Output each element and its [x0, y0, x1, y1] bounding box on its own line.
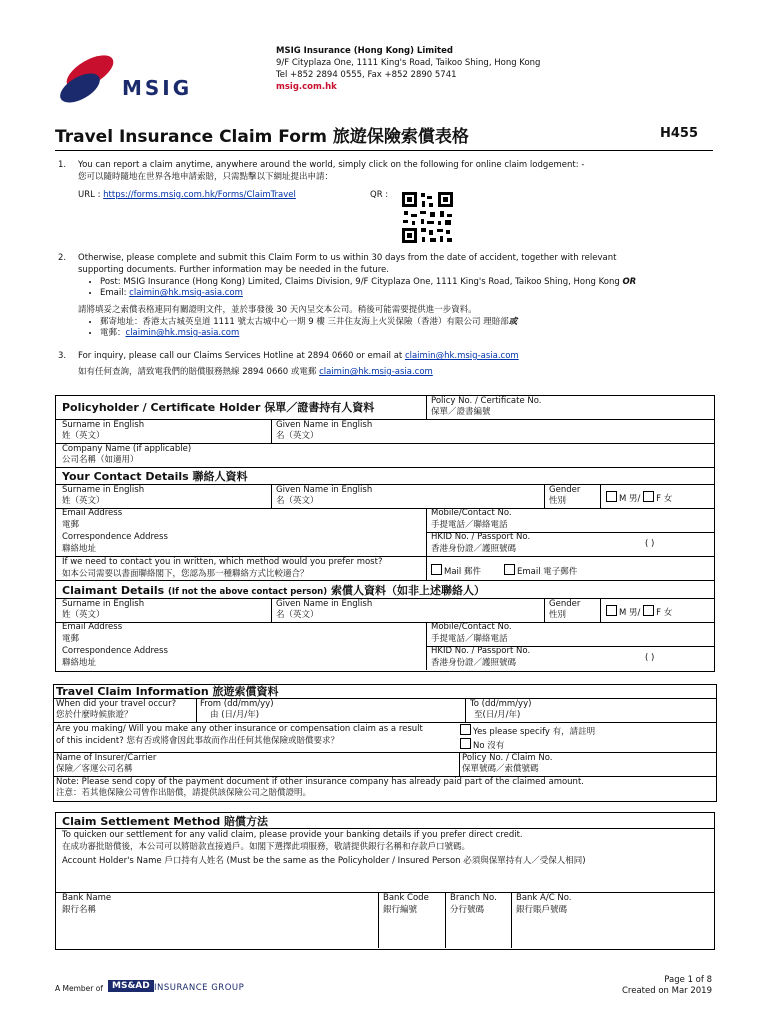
settlement-intro-en: To quicken our settlement for any valid claim, please provide your banking details if you prefer direct credit. — [62, 830, 523, 840]
created-date: Created on Mar 2019 — [621, 986, 712, 996]
contact-method-question-en: If we need to contact you in written, which method would you prefer most? — [62, 557, 383, 567]
note-2-en-line2: supporting documents. Further information may be needed in the future. — [78, 265, 389, 275]
ct-address-field[interactable] — [190, 533, 420, 555]
ct-surname-label-zh: 姓（英文） — [62, 496, 105, 506]
cl-given-label-en: Given Name in English — [276, 599, 373, 609]
travel-when-label-zh: 您於什麼時候旅遊？ — [56, 710, 133, 720]
company-tel-fax: Tel +852 2894 0555, Fax +852 2890 5741 — [276, 70, 457, 80]
ct-given-label-zh: 名（英文） — [276, 496, 319, 506]
policyholder-section-title: Policyholder / Certificate Holder 保單／證書持有人資料 — [62, 401, 375, 414]
ct-mobile-label-zh: 手提電話／聯絡電話 — [431, 520, 508, 530]
cl-address-label-zh: 聯絡地址 — [62, 658, 97, 668]
note-2-zh-bullets — [78, 317, 728, 339]
claim-no-field[interactable] — [570, 753, 710, 775]
ph-surname-field[interactable] — [160, 420, 270, 442]
contact-section-title: Your Contact Details 聯絡人資料 — [62, 470, 248, 483]
bank-name-label-zh: 銀行名稱 — [62, 905, 97, 915]
ct-email-label-zh: 電郵 — [62, 520, 80, 530]
branch-no-field[interactable] — [450, 918, 508, 946]
ct-mobile-field[interactable] — [545, 509, 710, 531]
settlement-section-title: Claim Settlement Method 賠償方法 — [62, 815, 269, 828]
branch-no-label-en: Branch No. — [450, 893, 497, 903]
post-address-en: • Post: MSIG Insurance (Hong Kong) Limited, Claims Division, 9/F Cityplaza One, 1111 King's Road, Taikoo Shing, Hong Kong OR — [100, 277, 728, 288]
other-claim-no: No 沒有 — [460, 738, 504, 752]
ct-address-label-en: Correspondence Address — [62, 532, 168, 542]
account-no-field[interactable] — [516, 918, 710, 946]
ct-hkid-check-digit: ( ) — [645, 539, 655, 549]
cl-gender-options: M 男/ F 女 — [606, 605, 672, 619]
cl-hkid-label-zh: 香港身份證／護照號碼 — [431, 658, 517, 668]
ph-given-label-zh: 名（英文） — [276, 431, 319, 441]
cl-hkid-check-digit: ( ) — [645, 653, 655, 663]
policy-no-field[interactable] — [565, 396, 711, 418]
email-en: • Email: claimin@hk.msig-asia.com — [100, 288, 728, 299]
cl-surname-label-zh: 姓（英文） — [62, 610, 105, 620]
note-1-number: 1. — [58, 160, 67, 170]
cl-address-label-en: Correspondence Address — [62, 646, 168, 656]
contact-email-checkbox[interactable] — [504, 564, 515, 575]
insurer-name-field[interactable] — [200, 753, 455, 775]
cl-hkid-field[interactable] — [545, 647, 710, 669]
travel-from-label-en: From (dd/mm/yy) — [200, 699, 274, 709]
ct-email-label-en: Email Address — [62, 508, 123, 518]
insurance-group-text: INSURANCE GROUP — [154, 983, 245, 993]
ct-gender-label-en: Gender — [549, 485, 581, 495]
qr-label: QR : — [370, 190, 389, 200]
travel-from-label-zh: 由 (日/月/年) — [210, 710, 260, 720]
policy-no-label-zh: 保單／證書編號 — [431, 407, 491, 417]
cl-email-field[interactable] — [150, 623, 420, 645]
policy-no-label-en: Policy No. / Certificate No. — [431, 396, 542, 406]
note-2-en-bullets — [78, 277, 728, 299]
cl-gender-label-en: Gender — [549, 599, 581, 609]
ph-given-field[interactable] — [390, 420, 710, 442]
claim-url-row — [78, 190, 296, 201]
account-holder-label: Account Holder's Name 戶口持有人姓名 (Must be the same as the Policyholder / Insured Person 必須與保單持有人／受保人相同) — [62, 856, 586, 866]
bank-name-field[interactable] — [62, 918, 372, 946]
company-website[interactable]: msig.com.hk — [276, 82, 337, 92]
contact-method-mail: Mail 郵件 — [431, 564, 481, 578]
claimant-section-title: Claimant Details (If not the above contact person) 索償人資料（如非上述聯絡人） — [62, 584, 485, 597]
note-3-en: For inquiry, please call our Claims Services Hotline at 2894 0660 or email at claimin@hk.msig-asia.com — [78, 351, 519, 361]
account-no-label-zh: 銀行賬戶號碼 — [516, 905, 568, 915]
contact-method-question-zh: 如本公司需要以書面聯絡閣下，您認為那一種聯絡方式比較適合？ — [62, 569, 309, 579]
ph-company-label-en: Company Name (if applicable) — [62, 444, 192, 454]
group-member-prefix: A Member of — [55, 984, 103, 993]
company-name: MSIG Insurance (Hong Kong) Limited — [276, 46, 453, 56]
travel-to-label-en: To (dd/mm/yy) — [470, 699, 532, 709]
bank-code-field[interactable] — [383, 918, 441, 946]
bank-code-label-en: Bank Code — [383, 893, 429, 903]
account-holder-field[interactable] — [62, 870, 710, 892]
ct-given-label-en: Given Name in English — [276, 485, 373, 495]
ct-surname-label-en: Surname in English — [62, 485, 145, 495]
branch-no-label-zh: 分行號碼 — [450, 905, 485, 915]
note-2-zh: 請將填妥之索償表格連同有關證明文件，並於事發後 30 天內呈交本公司。稍後可能需要提供進一步資料。 — [78, 305, 477, 315]
travel-claim-section-title: Travel Claim Information 旅遊索償資料 — [56, 685, 279, 698]
ph-company-field[interactable] — [200, 444, 710, 466]
email-zh: • 電郵：claimin@hk.msig-asia.com — [100, 328, 728, 339]
note-3-number: 3. — [58, 351, 67, 361]
ph-company-label-zh: 公司名稱（如適用） — [62, 455, 139, 465]
cl-hkid-label-en: HKID No. / Passport No. — [431, 646, 531, 656]
msig-logo-mark — [54, 50, 116, 108]
note-2-en-line1: Otherwise, please complete and submit this Claim Form to us within 30 days from the date of accident, together with relevant — [78, 253, 617, 263]
ct-gender-options: M 男/ F 女 — [606, 491, 672, 505]
bank-code-label-zh: 銀行編號 — [383, 905, 418, 915]
note-2-number: 2. — [58, 253, 67, 263]
cl-mobile-field[interactable] — [545, 623, 710, 645]
ct-hkid-label-zh: 香港身份證／護照號碼 — [431, 544, 517, 554]
note-1-en: You can report a claim anytime, anywhere around the world, simply click on the following for online claim lodgement: - — [78, 160, 585, 170]
ct-hkid-label-en: HKID No. / Passport No. — [431, 532, 531, 542]
other-claim-no-checkbox[interactable] — [460, 738, 471, 749]
company-address: 9/F Cityplaza One, 1111 King's Road, Taikoo Shing, Hong Kong — [276, 58, 541, 68]
inquiry-email-link-zh[interactable]: claimin@hk.msig-asia.com — [319, 367, 433, 377]
ct-address-label-zh: 聯絡地址 — [62, 544, 97, 554]
ct-hkid-field[interactable] — [545, 533, 710, 555]
ph-surname-label-zh: 姓（英文） — [62, 431, 105, 441]
contact-method-email: Email 電子郵件 — [504, 564, 577, 578]
cl-gender-male-checkbox[interactable] — [606, 605, 617, 616]
travel-when-label-en: When did your travel occur? — [56, 699, 177, 709]
qr-code[interactable] — [400, 190, 455, 245]
cl-email-label-zh: 電郵 — [62, 634, 80, 644]
cl-given-label-zh: 名（英文） — [276, 610, 319, 620]
travel-to-label-zh: 至(日/月/年) — [474, 710, 521, 720]
msad-logo: MS&AD — [108, 980, 154, 992]
claims-email-link[interactable]: claimin@hk.msig-asia.com — [129, 288, 243, 298]
other-claim-yes: Yes please specify 有，請註明 — [460, 724, 595, 738]
title-divider — [55, 150, 713, 151]
claim-no-label-en: Policy No. / Claim No. — [462, 753, 553, 763]
note-1-zh: 您可以隨時隨地在世界各地申請索賠，只需點擊以下網址提出申請： — [78, 172, 334, 182]
other-claim-yes-checkbox[interactable] — [460, 724, 471, 735]
insurer-label-zh: 保險／客運公司名稱 — [56, 764, 133, 774]
claim-no-label-zh: 保單號碼／索償號碼 — [462, 764, 539, 774]
ct-email-field[interactable] — [150, 509, 420, 531]
inquiry-email-link[interactable]: claimin@hk.msig-asia.com — [404, 351, 519, 361]
cl-gender-female-checkbox[interactable] — [643, 605, 654, 616]
ct-gender-label-zh: 性別 — [549, 496, 567, 506]
insurer-label-en: Name of Insurer/Carrier — [56, 753, 157, 763]
ct-mobile-label-en: Mobile/Contact No. — [431, 508, 512, 518]
travel-claim-note-en: Note: Please send copy of the payment document if other insurance company has already paid part of the claimed amount. — [56, 777, 584, 787]
claim-url-link[interactable]: https://forms.msig.com.hk/Forms/ClaimTravel — [103, 190, 296, 200]
note-3-zh: 如有任何查詢，請致電我們的賠償服務熱線 2894 0660 或電郵 claimin@hk.msig-asia.com — [78, 367, 433, 377]
ph-surname-label-en: Surname in English — [62, 420, 145, 430]
page-number: Page 1 of 8 — [664, 975, 712, 985]
ph-given-label-en: Given Name in English — [276, 420, 373, 430]
other-claim-question-line2: of this incident? 您有否或將會因此事故而作出任何其他保險或賠償要求？ — [56, 736, 339, 746]
contact-mail-checkbox[interactable] — [431, 564, 442, 575]
ct-gender-female-checkbox[interactable] — [643, 491, 654, 502]
form-code: H455 — [660, 126, 699, 141]
cl-mobile-label-zh: 手提電話／聯絡電話 — [431, 634, 508, 644]
travel-claim-note-zh: 注意：若其他保險公司曾作出賠償，請提供該保險公司之賠償證明。 — [56, 788, 312, 798]
msig-logo-text: MSIG — [122, 76, 193, 100]
page-title: Travel Insurance Claim Form 旅遊保險索償表格 — [55, 127, 469, 147]
bank-name-label-en: Bank Name — [62, 893, 112, 903]
travel-from-date-field[interactable] — [290, 699, 460, 721]
ct-gender-male-checkbox[interactable] — [606, 491, 617, 502]
claims-email-link-zh[interactable]: claimin@hk.msig-asia.com — [125, 328, 240, 338]
cl-email-label-en: Email Address — [62, 622, 123, 632]
account-no-label-en: Bank A/C No. — [516, 893, 572, 903]
cl-address-field[interactable] — [190, 647, 420, 669]
post-address-zh: • 郵寄地址：香港太古城英皇道 1111 號太古城中心一期 9 樓 三井住友海上火災保險（香港）有限公司 理賠部或 — [100, 317, 728, 328]
url-label: URL : — [78, 190, 104, 200]
travel-to-date-field[interactable] — [550, 699, 710, 721]
other-claim-question-en1: Are you making/ Will you make any other insurance or compensation claim as a result — [56, 724, 423, 734]
settlement-intro-zh: 在成功審批賠償後，本公司可以將賠款直接過戶。如閣下選擇此項服務，敬請提供銀行名稱和存款戶口號碼。 — [62, 842, 471, 852]
cl-mobile-label-en: Mobile/Contact No. — [431, 622, 512, 632]
cl-gender-label-zh: 性別 — [549, 610, 567, 620]
cl-surname-label-en: Surname in English — [62, 599, 145, 609]
